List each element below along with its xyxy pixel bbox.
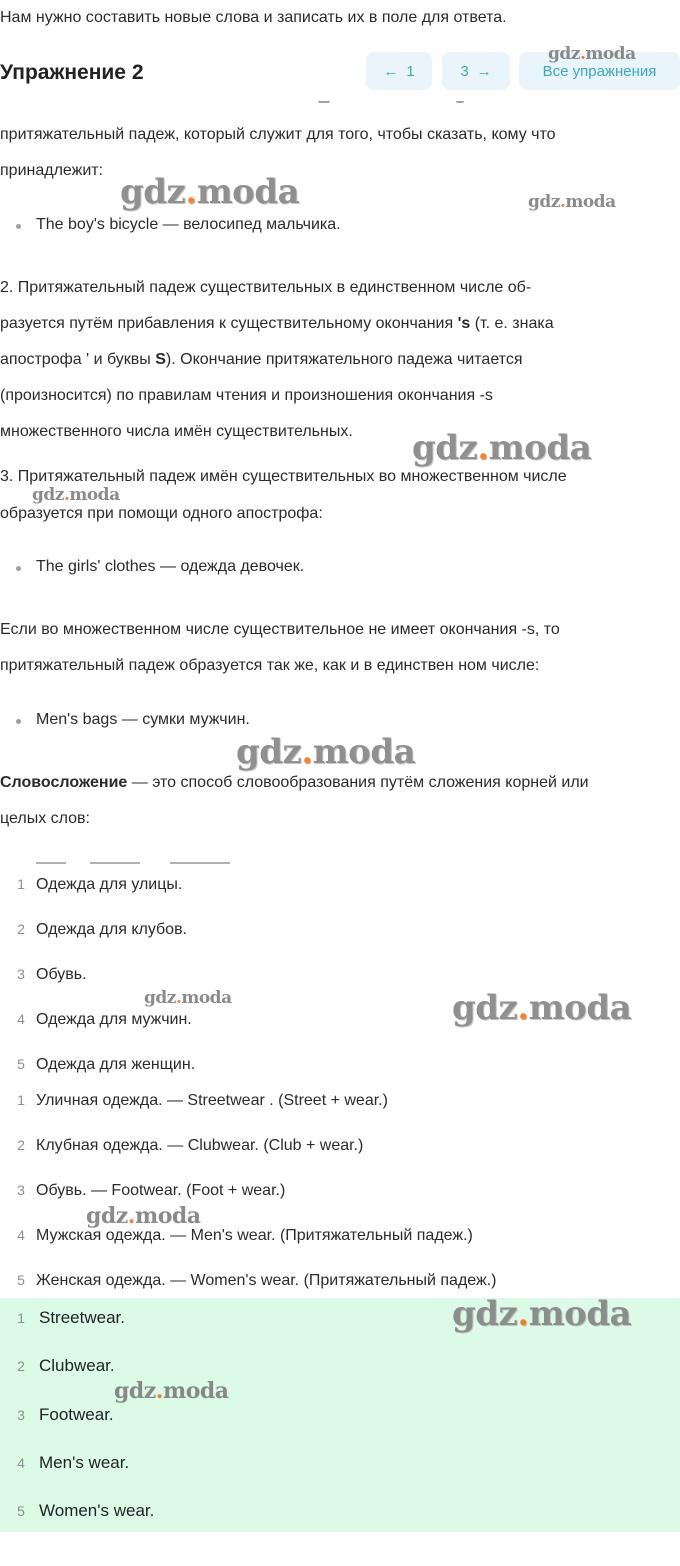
- list-number: 5: [17, 1272, 25, 1288]
- example-item: The girls' clothes — одежда девочек.: [36, 558, 305, 575]
- bullet-icon: [16, 566, 21, 571]
- watermark: gdz.moda: [86, 1203, 201, 1229]
- list-number: 5: [17, 1056, 25, 1072]
- theory-text: принадлежит:: [0, 162, 104, 179]
- watermark: gdz.moda: [452, 988, 632, 1028]
- next-exercise-button[interactable]: [442, 52, 510, 90]
- answer-item: Footwear.: [39, 1405, 114, 1424]
- watermark: gdz.moda: [32, 485, 120, 505]
- watermark: gdz.moda: [114, 1378, 229, 1404]
- list-number: 3: [17, 1407, 25, 1423]
- example-item: The boy's bicycle — велосипед мальчика.: [36, 216, 341, 233]
- prev-label: 1: [406, 62, 415, 80]
- list-number: 2: [17, 921, 25, 937]
- theory-text-part: (т. е. знака: [470, 315, 554, 332]
- ending-highlight: 's: [457, 315, 471, 332]
- theory-text: 3. Притяжательный падеж имён существительных во множественном числе: [0, 468, 567, 485]
- watermark: gdz.moda: [120, 172, 300, 212]
- list-number: 2: [17, 1137, 25, 1153]
- solution-item: Обувь. — Footwear. (Foot + wear.): [36, 1182, 286, 1199]
- list-number: 5: [17, 1503, 25, 1519]
- answer-item: Clubwear.: [39, 1356, 115, 1375]
- bullet-icon: [16, 719, 21, 724]
- theory-text-part: ). Окончание притяжательного падежа читается: [165, 351, 523, 368]
- solution-item: Клубная одежда. — Clubwear. (Club + wear.): [36, 1137, 364, 1154]
- clipped-text-remnant: [30, 862, 250, 868]
- intro-text: Нам нужно составить новые слова и записать их в поле для ответа.: [0, 9, 507, 26]
- watermark: gdz.moda: [528, 192, 616, 212]
- next-label: 3: [460, 62, 469, 80]
- task-item: Одежда для улицы.: [36, 876, 183, 893]
- watermark: gdz.moda: [548, 44, 636, 64]
- answer-item: Streetwear.: [39, 1308, 125, 1327]
- list-number: 4: [17, 1455, 25, 1471]
- watermark: gdz.moda: [236, 732, 416, 772]
- task-item: Обувь.: [36, 966, 87, 983]
- theory-text: притяжательный падеж образуется так же, как и в единствен ном числе:: [0, 657, 540, 674]
- arrow-right-icon: →: [476, 62, 492, 80]
- watermark: gdz.moda: [144, 988, 232, 1008]
- theory-text: Если во множественном числе существительное не имеет окончания -s, то: [0, 621, 560, 638]
- solution-item: Женская одежда. — Women's wear. (Притяжательный падеж.): [36, 1272, 497, 1289]
- list-number: 4: [17, 1227, 25, 1243]
- theory-text-part: разуется путём прибавления к существительному окончания: [0, 315, 458, 332]
- answer-item: Men's wear.: [39, 1453, 130, 1472]
- solution-item: Мужская одежда. — Men's wear. (Притяжательный падеж.): [36, 1227, 473, 1244]
- task-item: Одежда для мужчин.: [36, 1011, 192, 1028]
- theory-text: [0, 314, 680, 334]
- answer-item: Women's wear.: [39, 1501, 155, 1520]
- watermark: gdz.moda: [412, 428, 592, 468]
- list-number: 1: [17, 876, 25, 892]
- theory-text: [0, 773, 680, 793]
- bullet-icon: [16, 224, 21, 229]
- watermark: gdz.moda: [452, 1294, 632, 1334]
- theory-text: 2. Притяжательный падеж существительных в единственном числе об-: [0, 279, 532, 296]
- example-item: Men's bags — сумки мужчин.: [36, 711, 250, 728]
- list-number: 3: [17, 966, 25, 982]
- list-number: 1: [17, 1310, 25, 1326]
- theory-text: целых слов:: [0, 810, 90, 827]
- theory-text: образуется при помощи одного апострофа:: [0, 505, 323, 522]
- all-exercises-label: Все упражнения: [542, 62, 657, 80]
- theory-text-part: апострофа ' и буквы: [0, 351, 156, 368]
- list-number: 4: [17, 1011, 25, 1027]
- solution-item: Уличная одежда. — Streetwear . (Street + wear.): [36, 1092, 388, 1109]
- theory-text-part: — это способ словообразования путём сложения корней или: [127, 774, 589, 791]
- task-item: Одежда для женщин.: [36, 1056, 196, 1073]
- theory-text: притяжательный падеж, который служит для того, чтобы сказать, кому что: [0, 126, 556, 143]
- task-item: Одежда для клубов.: [36, 921, 188, 938]
- letter-highlight: S: [155, 351, 166, 368]
- clipped-text-remnant: [0, 101, 680, 107]
- page-title: Упражнение 2: [0, 61, 144, 84]
- theory-text: множественного числа имён существительных.: [0, 423, 353, 440]
- theory-text: (произносится) по правилам чтения и произношения окончания -s: [0, 387, 493, 404]
- list-number: 2: [17, 1358, 25, 1374]
- term-bold: Словосложение: [0, 774, 128, 791]
- list-number: 3: [17, 1182, 25, 1198]
- prev-exercise-button[interactable]: [366, 52, 432, 90]
- list-number: 1: [17, 1092, 25, 1108]
- arrow-left-icon: ←: [383, 62, 399, 80]
- theory-text: [0, 350, 680, 370]
